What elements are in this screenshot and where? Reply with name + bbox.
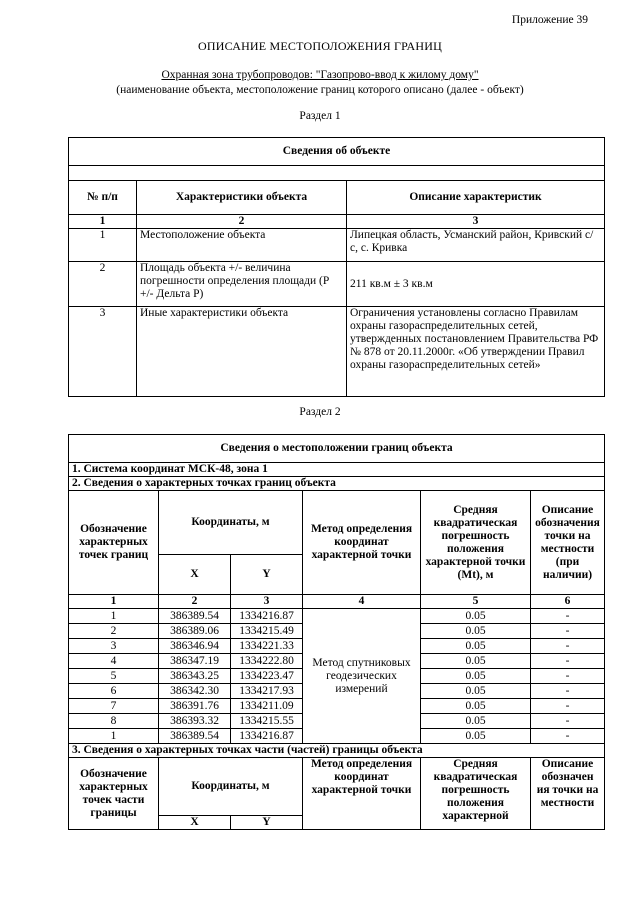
- point-error: 0.05: [421, 714, 531, 729]
- point-id: 5: [69, 669, 159, 684]
- point-x: 386389.54: [159, 729, 231, 744]
- col-no-header: № п/п: [69, 181, 137, 215]
- point-desc: -: [531, 624, 605, 639]
- section1-label: Раздел 1: [299, 110, 341, 122]
- point-x: 386343.25: [159, 669, 231, 684]
- point-id: 8: [69, 714, 159, 729]
- col-char-header: Характеристики объекта: [137, 181, 347, 215]
- col-method-header: Метод определения координат характерной точки: [303, 491, 421, 595]
- point-x: 386389.54: [159, 609, 231, 624]
- col-points-part-header: Обозначение характерных точек части границы: [69, 758, 159, 830]
- point-error: 0.05: [421, 609, 531, 624]
- col-desc-header: Описание характеристик: [347, 181, 605, 215]
- row-char: Площадь объекта +/- величина погрешности определения площади (Р +/- Дельта Р): [137, 262, 347, 307]
- point-error: 0.05: [421, 699, 531, 714]
- point-x: 386391.76: [159, 699, 231, 714]
- point-x: 386342.30: [159, 684, 231, 699]
- point-error: 0.05: [421, 684, 531, 699]
- point-y: 1334215.49: [231, 624, 303, 639]
- points-subtitle: 2. Сведения о характерных точках границ объекта: [69, 477, 605, 491]
- table1-title: Сведения об объекте: [69, 138, 605, 166]
- table-row: [69, 307, 605, 397]
- point-error: 0.05: [421, 669, 531, 684]
- idx-cell: 2: [159, 595, 231, 609]
- point-id: 7: [69, 699, 159, 714]
- col-method-part-header: Метод определения координат характерной точки: [303, 758, 421, 830]
- point-x: 386389.06: [159, 624, 231, 639]
- point-id: 1: [69, 609, 159, 624]
- point-error: 0.05: [421, 654, 531, 669]
- point-y: 1334222.80: [231, 654, 303, 669]
- object-info-table: [68, 137, 605, 397]
- point-desc: -: [531, 609, 605, 624]
- point-desc: -: [531, 654, 605, 669]
- point-error: 0.05: [421, 624, 531, 639]
- point-y: 1334223.47: [231, 669, 303, 684]
- section2-label: Раздел 2: [299, 406, 341, 418]
- row-no: 1: [69, 229, 137, 262]
- table-row: [69, 609, 605, 624]
- table2-title: Сведения о местоположении границ объекта: [69, 435, 605, 463]
- col-y-part-header: Y: [231, 816, 303, 830]
- point-error: 0.05: [421, 639, 531, 654]
- col-error-header: Средняя квадратическая погрешность положения характерной точки (Mt), м: [421, 491, 531, 595]
- row-desc: 211 кв.м ± 3 кв.м: [347, 262, 605, 307]
- point-y: 1334216.87: [231, 609, 303, 624]
- point-y: 1334221.33: [231, 639, 303, 654]
- method-cell: Метод спутниковых геодезических измерений: [303, 609, 421, 744]
- row-no: 2: [69, 262, 137, 307]
- point-y: 1334216.87: [231, 729, 303, 744]
- point-id: 2: [69, 624, 159, 639]
- point-x: 386347.19: [159, 654, 231, 669]
- point-id: 4: [69, 654, 159, 669]
- point-desc: -: [531, 699, 605, 714]
- col-coords-part-header: Координаты, м: [159, 758, 303, 816]
- col-x-part-header: X: [159, 816, 231, 830]
- col-points-header: Обозначение характерных точек границ: [69, 491, 159, 595]
- table1-spacer: [69, 166, 605, 181]
- point-desc: -: [531, 639, 605, 654]
- row-desc: Ограничения установлены согласно Правилам охраны газораспределительных сетей, утвержденных постановлением Правительства РФ № 878 от 20.11.2000г. «Об утверждении Правил охраны газораспределительных сетей»: [347, 307, 605, 397]
- col-desc-part-header: Описание обозначен ия точки на местности: [531, 758, 605, 830]
- point-desc: -: [531, 714, 605, 729]
- col-x-header: X: [159, 555, 231, 595]
- point-desc: -: [531, 669, 605, 684]
- col-coords-header: Координаты, м: [159, 491, 303, 555]
- part-points-subtitle: 3. Сведения о характерных точках части (частей) границы объекта: [69, 744, 605, 758]
- col-y-header: Y: [231, 555, 303, 595]
- coord-system: 1. Система координат МСК-48, зона 1: [69, 463, 605, 477]
- row-no: 3: [69, 307, 137, 397]
- row-desc: Липецкая область, Усманский район, Кривский с/с, с. Кривка: [347, 229, 605, 262]
- idx-cell: 6: [531, 595, 605, 609]
- point-error: 0.05: [421, 729, 531, 744]
- zone-note: (наименование объекта, местоположение границ которого описано (далее - объект): [116, 84, 524, 96]
- idx-cell: 1: [69, 215, 137, 229]
- idx-cell: 4: [303, 595, 421, 609]
- point-desc: -: [531, 729, 605, 744]
- zone-name-text: Охранная зона трубопроводов: "Газопрово-ввод к жилому дому": [161, 69, 479, 81]
- boundary-points-table: [68, 434, 605, 830]
- idx-cell: 3: [231, 595, 303, 609]
- point-id: 1: [69, 729, 159, 744]
- point-desc: -: [531, 684, 605, 699]
- table-row: [69, 229, 605, 262]
- col-error-part-header: Средняя квадратическая погрешность положения характерной: [421, 758, 531, 830]
- point-y: 1334211.09: [231, 699, 303, 714]
- row-char: Иные характеристики объекта: [137, 307, 347, 397]
- document-title: ОПИСАНИЕ МЕСТОПОЛОЖЕНИЯ ГРАНИЦ: [198, 39, 442, 53]
- row-char: Местоположение объекта: [137, 229, 347, 262]
- point-id: 3: [69, 639, 159, 654]
- point-id: 6: [69, 684, 159, 699]
- idx-cell: 5: [421, 595, 531, 609]
- appendix-number: Приложение 39: [511, 14, 588, 26]
- table-row: [69, 262, 605, 307]
- col-desc-header: Описание обозначения точки на местности (при наличии): [531, 491, 605, 595]
- idx-cell: 3: [347, 215, 605, 229]
- idx-cell: 1: [69, 595, 159, 609]
- point-x: 386393.32: [159, 714, 231, 729]
- point-y: 1334215.55: [231, 714, 303, 729]
- idx-cell: 2: [137, 215, 347, 229]
- point-x: 386346.94: [159, 639, 231, 654]
- zone-name: [0, 69, 640, 81]
- point-y: 1334217.93: [231, 684, 303, 699]
